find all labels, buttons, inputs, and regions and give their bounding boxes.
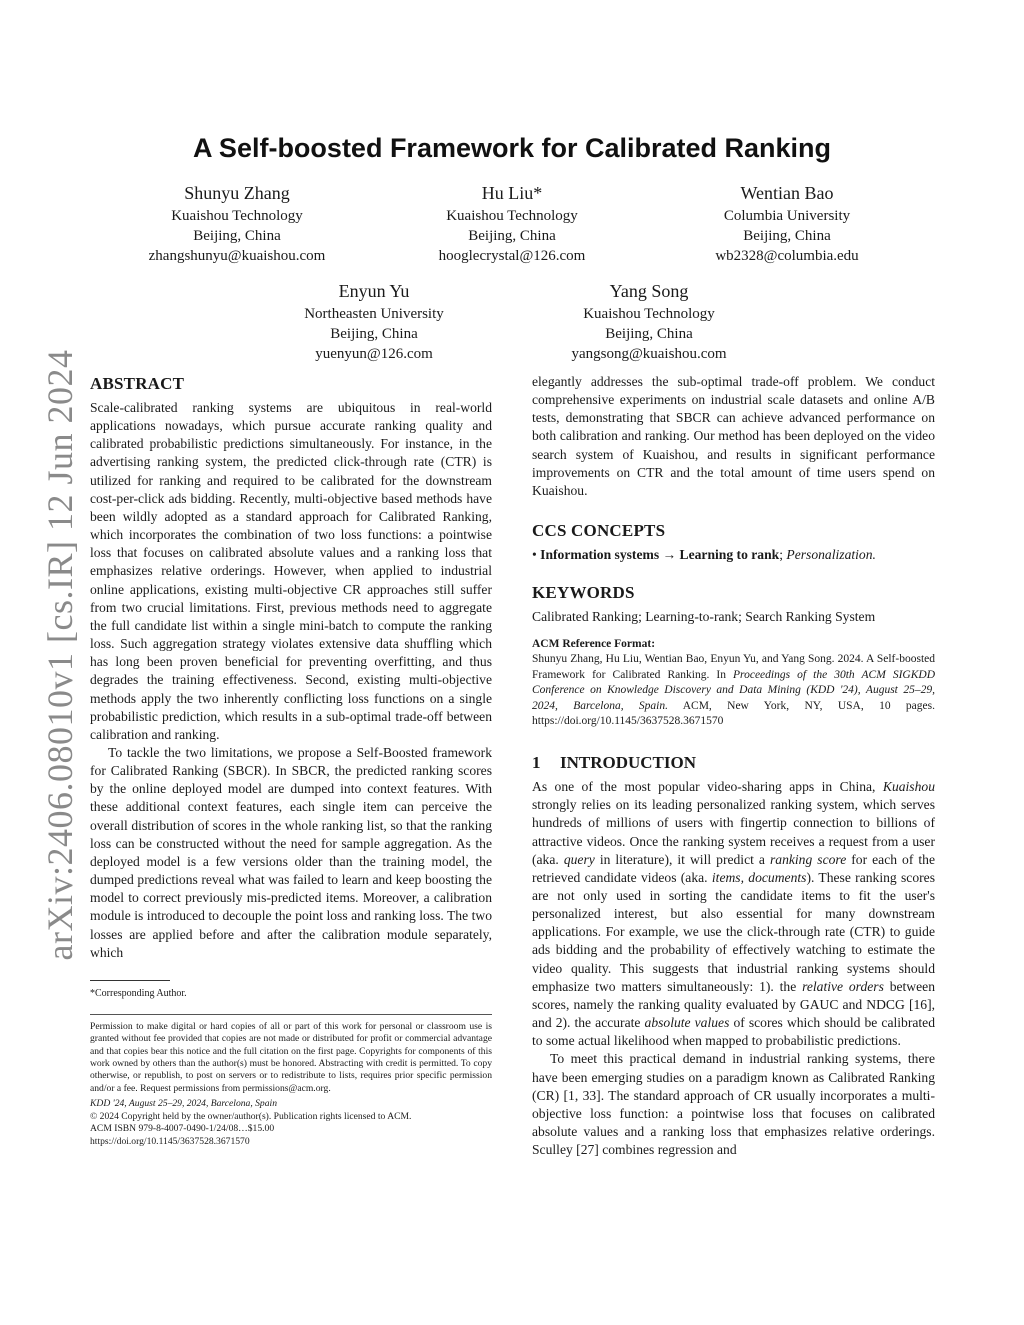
ccs-bullet: • <box>532 547 537 563</box>
arxiv-stamp: arXiv:2406.08010v1 [cs.IR] 12 Jun 2024 <box>40 349 80 961</box>
author-affiliation: Kuaishou Technology <box>583 306 715 322</box>
acm-reference-heading: ACM Reference Format: <box>532 638 656 651</box>
paper-title: A Self-boosted Framework for Calibrated Ranking <box>192 133 832 163</box>
author-name: Wentian Bao <box>740 183 834 203</box>
text-run-italic: items, documents <box>711 869 807 885</box>
acm-reference-body <box>532 652 935 730</box>
section-number: 1 <box>532 753 541 773</box>
author-block <box>97 181 377 266</box>
right-column <box>532 373 935 1159</box>
author-block <box>509 279 789 364</box>
isbn-line: ACM ISBN 979-8-4007-0490-1/24/08…$15.00 <box>90 1123 275 1135</box>
author-affiliation: Kuaishou Technology <box>171 208 303 224</box>
introduction-paragraph <box>532 778 935 1050</box>
corresponding-author-footnote: *Corresponding Author. <box>90 987 187 999</box>
text-run-italic: query <box>563 851 595 867</box>
author-affiliation: Northeasten University <box>304 306 444 322</box>
text-run: for each of the retrieved candidate videos (aka. <box>532 851 936 885</box>
left-column <box>90 373 492 1148</box>
text-run-italic: Kuaishou <box>882 779 935 795</box>
section-title: INTRODUCTION <box>560 753 697 773</box>
keywords-heading: KEYWORDS <box>532 583 635 603</box>
keywords-text: Calibrated Ranking; Learning-to-rank; Search Ranking System <box>532 609 876 625</box>
text-run: ). These ranking scores are not only used in sorting the candidate items to fit the user's personalized interest, but also essential for many downstream applications. For example, we use the click-through rate (CTR) to guide ads bidding and the probability of effectively watching to estimate the video quality. This suggests that industrial ranking systems should emphasize two matters simultaneously: 1). the <box>532 869 935 994</box>
conference-line: KDD '24, August 25–29, 2024, Barcelona, Spain <box>90 1098 277 1110</box>
abstract-paragraph-continued: elegantly addresses the sub-optimal trade-off problem. We conduct comprehensive experiments on industrial scale datasets and online A/B tests, demonstrating that SBCR can achieve advanced performance on both calibration and ranking. Our method has been deployed on the video search system of Kuaishou, and results in significant performance improvements on CTR and the total amount of time users spend on Kuaishou. <box>532 374 935 498</box>
author-name: Enyun Yu <box>338 281 410 301</box>
abstract-paragraph: To tackle the two limitations, we propose a Self-Boosted framework for Calibrated Ranking (SBCR). In SBCR, the predicted ranking scores by the online deployed model are dumped into context features. With these additional context features, each single item can perceive the overall distribution of scores in the whole ranking list, so that the ranking loss can be constructed without the need for sample aggregation. As the deployed model is a few versions older than the training model, the dumped predictions reveal what was failed to learn and keep boosting the model to correct previously mis-predicted items. Moreover, a calibration module is introduced to decouple the point loss and ranking loss. The two losses are applied before and after the calibration module separately, which <box>90 744 492 960</box>
ccs-personalization: Personalization. <box>786 547 876 563</box>
author-email: yangsong@kuaishou.com <box>571 346 727 362</box>
text-run: of scores which should be calibrated to some actual likelihood when mapped to probabilistic predictions. <box>532 1015 935 1049</box>
introduction-paragraph: To meet this practical demand in industrial ranking systems, there have been emerging studies on a paradigm known as Calibrated Ranking (CR) [1, 33]. The standard approach of CR usually incorporates a multi-objective loss function: a pointwise loss that focuses on calibrated absolute values and a ranking loss that emphasizes relative orderings. Sculley [27] combines regression and <box>532 1051 935 1158</box>
text-run: between scores, namely the ranking quality evaluated by GAUC and NDCG [16], and 2). the accurate <box>532 978 935 1031</box>
acm-reference-proceedings: Proceedings of the 30th ACM SIGKDD Conference on Knowledge Discovery and Data Mining (KDD '24), August 25–29, 2024, Barcelona, Spain. <box>532 668 936 712</box>
ccs-concepts-line <box>532 546 935 564</box>
author-block <box>372 181 652 266</box>
author-block <box>234 279 514 364</box>
author-name: Shunyu Zhang <box>184 183 290 203</box>
author-location: Beijing, China <box>468 228 556 244</box>
author-block <box>647 181 927 266</box>
author-email: yuenyun@126.com <box>315 346 433 362</box>
author-email: wb2328@columbia.edu <box>715 248 859 264</box>
text-run: As one of the most popular video-sharing apps in China, <box>532 779 876 795</box>
author-affiliation: Columbia University <box>723 208 851 224</box>
author-location: Beijing, China <box>743 228 831 244</box>
doi-link[interactable]: https://doi.org/10.1145/3637528.3671570 <box>90 1135 250 1147</box>
text-run: strongly relies on its leading personalized ranking system, which serves hundreds of millions of users with fingertip connection to billions of attractive videos. Once the ranking system receives a request from a user (aka. <box>532 797 935 867</box>
acm-reference-tail: ACM, New York, NY, USA, 10 pages. https://doi.org/10.1145/3637528.3671570 <box>532 699 935 728</box>
ccs-arrow: → <box>662 547 677 563</box>
permission-rule <box>90 1014 492 1015</box>
author-email: hooglecrystal@126.com <box>438 248 586 264</box>
ccs-information-systems: Information systems <box>540 547 660 563</box>
text-run-italic: relative orders <box>802 978 884 994</box>
text-run: in literature), it will predict a <box>599 851 765 867</box>
introduction-heading <box>532 752 935 774</box>
author-location: Beijing, China <box>605 326 693 342</box>
text-run-italic: ranking score <box>769 851 847 867</box>
author-name: Yang Song <box>609 281 689 301</box>
copyright-line: © 2024 Copyright held by the owner/author(s). Publication rights licensed to ACM. <box>90 1110 412 1122</box>
author-email: zhangshunyu@kuaishou.com <box>148 248 326 264</box>
author-name: Hu Liu* <box>481 183 543 203</box>
ccs-heading: CCS CONCEPTS <box>532 521 666 541</box>
ccs-learning-to-rank: Learning to rank <box>679 547 780 563</box>
author-location: Beijing, China <box>193 228 281 244</box>
footnote-rule <box>90 980 170 981</box>
text-run-italic: absolute values <box>644 1015 730 1031</box>
author-affiliation: Kuaishou Technology <box>446 208 578 224</box>
ccs-separator: ; <box>779 547 784 563</box>
author-location: Beijing, China <box>330 326 418 342</box>
acm-reference-authors: Shunyu Zhang, Hu Liu, Wentian Bao, Enyun Yu, and Yang Song. 2024. A Self-boosted Framework for Calibrated Ranking. In <box>532 653 935 681</box>
permission-notice: Permission to make digital or hard copies of all or part of this work for personal or classroom use is granted without fee provided that copies are not made or distributed for profit or commercial advantage and that copies bear this notice and the full citation on the first page. Copyrights for components of this work owned by others than the author(s) must be honored. Abstracting with credit is permitted. To copy otherwise, or republish, to post on servers or to redistribute to lists, requires prior specific permission and/or a fee. Request permissions from permissions@acm.org. <box>90 1020 492 1094</box>
abstract-heading: ABSTRACT <box>90 374 185 393</box>
abstract-paragraph: Scale-calibrated ranking systems are ubiquitous in real-world applications nowadays, which pursue accurate ranking quality and calibrated probabilistic predictions simultaneously. For instance, in the advertising ranking system, the predicted click-through rate (CTR) is utilized for ranking and required to be calibrated for the downstream cost-per-click ads bidding. Recently, multi-objective based methods have been wildly adopted as a standard approach for Calibrated Ranking, which incorporates the combination of two loss functions: a pointwise loss that focuses on calibrated absolute values and a ranking loss that emphasizes relative orderings. However, when applied to industrial online applications, existing multi-objective CR approaches still suffer from two crucial limitations. First, previous methods need to aggregate the full candidate list within a single mini-batch to compute the ranking loss. Such aggregation strategy violates extensive data shuffling which has long been proven beneficial for preventing overfitting, and thus degrades the training effectiveness. Second, existing multi-objective methods apply the two inherently conflicting loss functions on a single probabilistic prediction, which results in a sub-optimal trade-off between calibration and ranking. <box>90 400 492 742</box>
